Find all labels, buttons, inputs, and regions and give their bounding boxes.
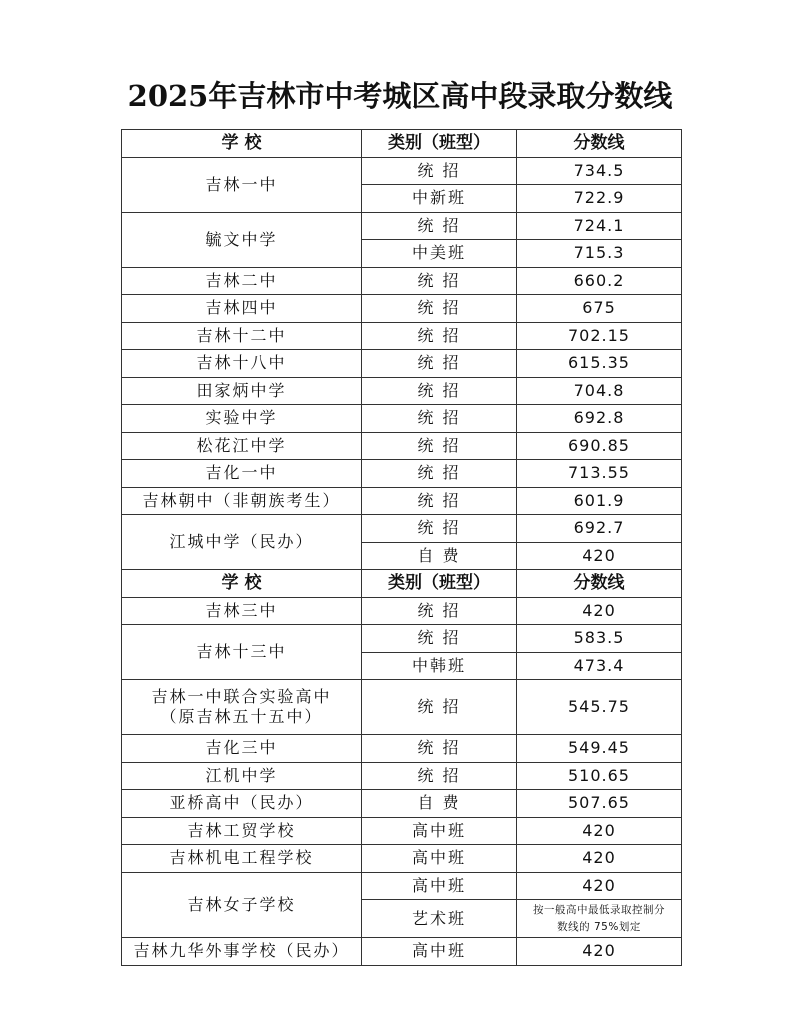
score-value: 704.8 <box>517 377 682 405</box>
header-type: 类别（班型） <box>362 130 517 158</box>
table-row <box>122 872 682 900</box>
class-type: 统 招 <box>362 432 517 460</box>
table-header-row <box>122 570 682 598</box>
class-type: 高中班 <box>362 872 517 900</box>
class-type: 高中班 <box>362 938 517 966</box>
score-value: 615.35 <box>517 350 682 378</box>
class-type: 中新班 <box>362 185 517 213</box>
school-name: 吉林朝中（非朝族考生） <box>122 487 362 515</box>
score-value: 420 <box>517 938 682 966</box>
table-row <box>122 405 682 433</box>
school-name: 吉林十二中 <box>122 322 362 350</box>
table-row <box>122 938 682 966</box>
score-value: 507.65 <box>517 790 682 818</box>
score-value: 473.4 <box>517 652 682 680</box>
class-type: 统 招 <box>362 322 517 350</box>
school-name: 吉林九华外事学校（民办） <box>122 938 362 966</box>
school-name: 吉林工贸学校 <box>122 817 362 845</box>
score-note-line-1: 按一般高中最低录取控制分 <box>533 903 665 916</box>
class-type: 统 招 <box>362 350 517 378</box>
class-type: 统 招 <box>362 377 517 405</box>
school-name: 吉林十八中 <box>122 350 362 378</box>
class-type: 统 招 <box>362 405 517 433</box>
class-type: 统 招 <box>362 267 517 295</box>
score-value: 713.55 <box>517 460 682 488</box>
table-row <box>122 460 682 488</box>
school-name: 吉林机电工程学校 <box>122 845 362 873</box>
class-type: 艺术班 <box>362 900 517 938</box>
table-row <box>122 790 682 818</box>
school-name: 吉林一中 <box>122 157 362 212</box>
table-row <box>122 295 682 323</box>
score-value: 722.9 <box>517 185 682 213</box>
score-value: 660.2 <box>517 267 682 295</box>
class-type: 统 招 <box>362 157 517 185</box>
school-name: 吉林十三中 <box>122 625 362 680</box>
header-school: 学 校 <box>122 130 362 158</box>
score-value: 724.1 <box>517 212 682 240</box>
school-name <box>122 680 362 735</box>
score-note <box>517 900 682 938</box>
table-row <box>122 817 682 845</box>
table-row <box>122 515 682 543</box>
class-type: 高中班 <box>362 845 517 873</box>
table-row <box>122 350 682 378</box>
score-value: 702.15 <box>517 322 682 350</box>
score-value: 734.5 <box>517 157 682 185</box>
school-name: 田家炳中学 <box>122 377 362 405</box>
table-row <box>122 845 682 873</box>
class-type: 统 招 <box>362 460 517 488</box>
header-score: 分数线 <box>517 570 682 598</box>
score-value: 601.9 <box>517 487 682 515</box>
score-value: 675 <box>517 295 682 323</box>
school-name: 吉林三中 <box>122 597 362 625</box>
header-type: 类别（班型） <box>362 570 517 598</box>
score-value: 549.45 <box>517 735 682 763</box>
table-row <box>122 322 682 350</box>
class-type: 自 费 <box>362 542 517 570</box>
school-name: 实验中学 <box>122 405 362 433</box>
class-type: 统 招 <box>362 735 517 763</box>
table-row <box>122 597 682 625</box>
class-type: 高中班 <box>362 817 517 845</box>
class-type: 统 招 <box>362 680 517 735</box>
score-value: 690.85 <box>517 432 682 460</box>
class-type: 中美班 <box>362 240 517 268</box>
table-row <box>122 377 682 405</box>
school-name-line-1: 吉林一中联合实验高中 <box>151 687 332 706</box>
score-value: 510.65 <box>517 762 682 790</box>
score-note-line-2: 数线的 75%划定 <box>557 920 641 933</box>
class-type: 统 招 <box>362 762 517 790</box>
score-value: 420 <box>517 872 682 900</box>
table-row <box>122 625 682 653</box>
school-name: 吉化一中 <box>122 460 362 488</box>
table-header-row <box>122 130 682 158</box>
school-name: 江机中学 <box>122 762 362 790</box>
table-row <box>122 680 682 735</box>
school-name: 松花江中学 <box>122 432 362 460</box>
score-value: 583.5 <box>517 625 682 653</box>
table-row <box>122 157 682 185</box>
table-row <box>122 762 682 790</box>
school-name: 吉化三中 <box>122 735 362 763</box>
class-type: 统 招 <box>362 515 517 543</box>
school-name: 毓文中学 <box>122 212 362 267</box>
score-value: 692.8 <box>517 405 682 433</box>
score-value: 420 <box>517 845 682 873</box>
school-name: 吉林女子学校 <box>122 872 362 938</box>
page-title: 2025年吉林市中考城区高中段录取分数线 <box>127 79 673 113</box>
score-value: 545.75 <box>517 680 682 735</box>
table-row <box>122 487 682 515</box>
header-score: 分数线 <box>517 130 682 158</box>
class-type: 统 招 <box>362 295 517 323</box>
table-row <box>122 735 682 763</box>
table-row <box>122 212 682 240</box>
class-type: 统 招 <box>362 487 517 515</box>
score-value: 420 <box>517 597 682 625</box>
class-type: 统 招 <box>362 597 517 625</box>
school-name: 亚桥高中（民办） <box>122 790 362 818</box>
table-row <box>122 267 682 295</box>
header-school: 学 校 <box>122 570 362 598</box>
score-value: 692.7 <box>517 515 682 543</box>
score-value: 420 <box>517 817 682 845</box>
score-value: 420 <box>517 542 682 570</box>
school-name-line-2: （原吉林五十五中） <box>160 707 323 726</box>
score-value: 715.3 <box>517 240 682 268</box>
school-name: 吉林二中 <box>122 267 362 295</box>
class-type: 中韩班 <box>362 652 517 680</box>
table-row <box>122 432 682 460</box>
school-name: 吉林四中 <box>122 295 362 323</box>
school-name: 江城中学（民办） <box>122 515 362 570</box>
class-type: 统 招 <box>362 212 517 240</box>
admission-score-table <box>121 129 682 966</box>
class-type: 统 招 <box>362 625 517 653</box>
class-type: 自 费 <box>362 790 517 818</box>
